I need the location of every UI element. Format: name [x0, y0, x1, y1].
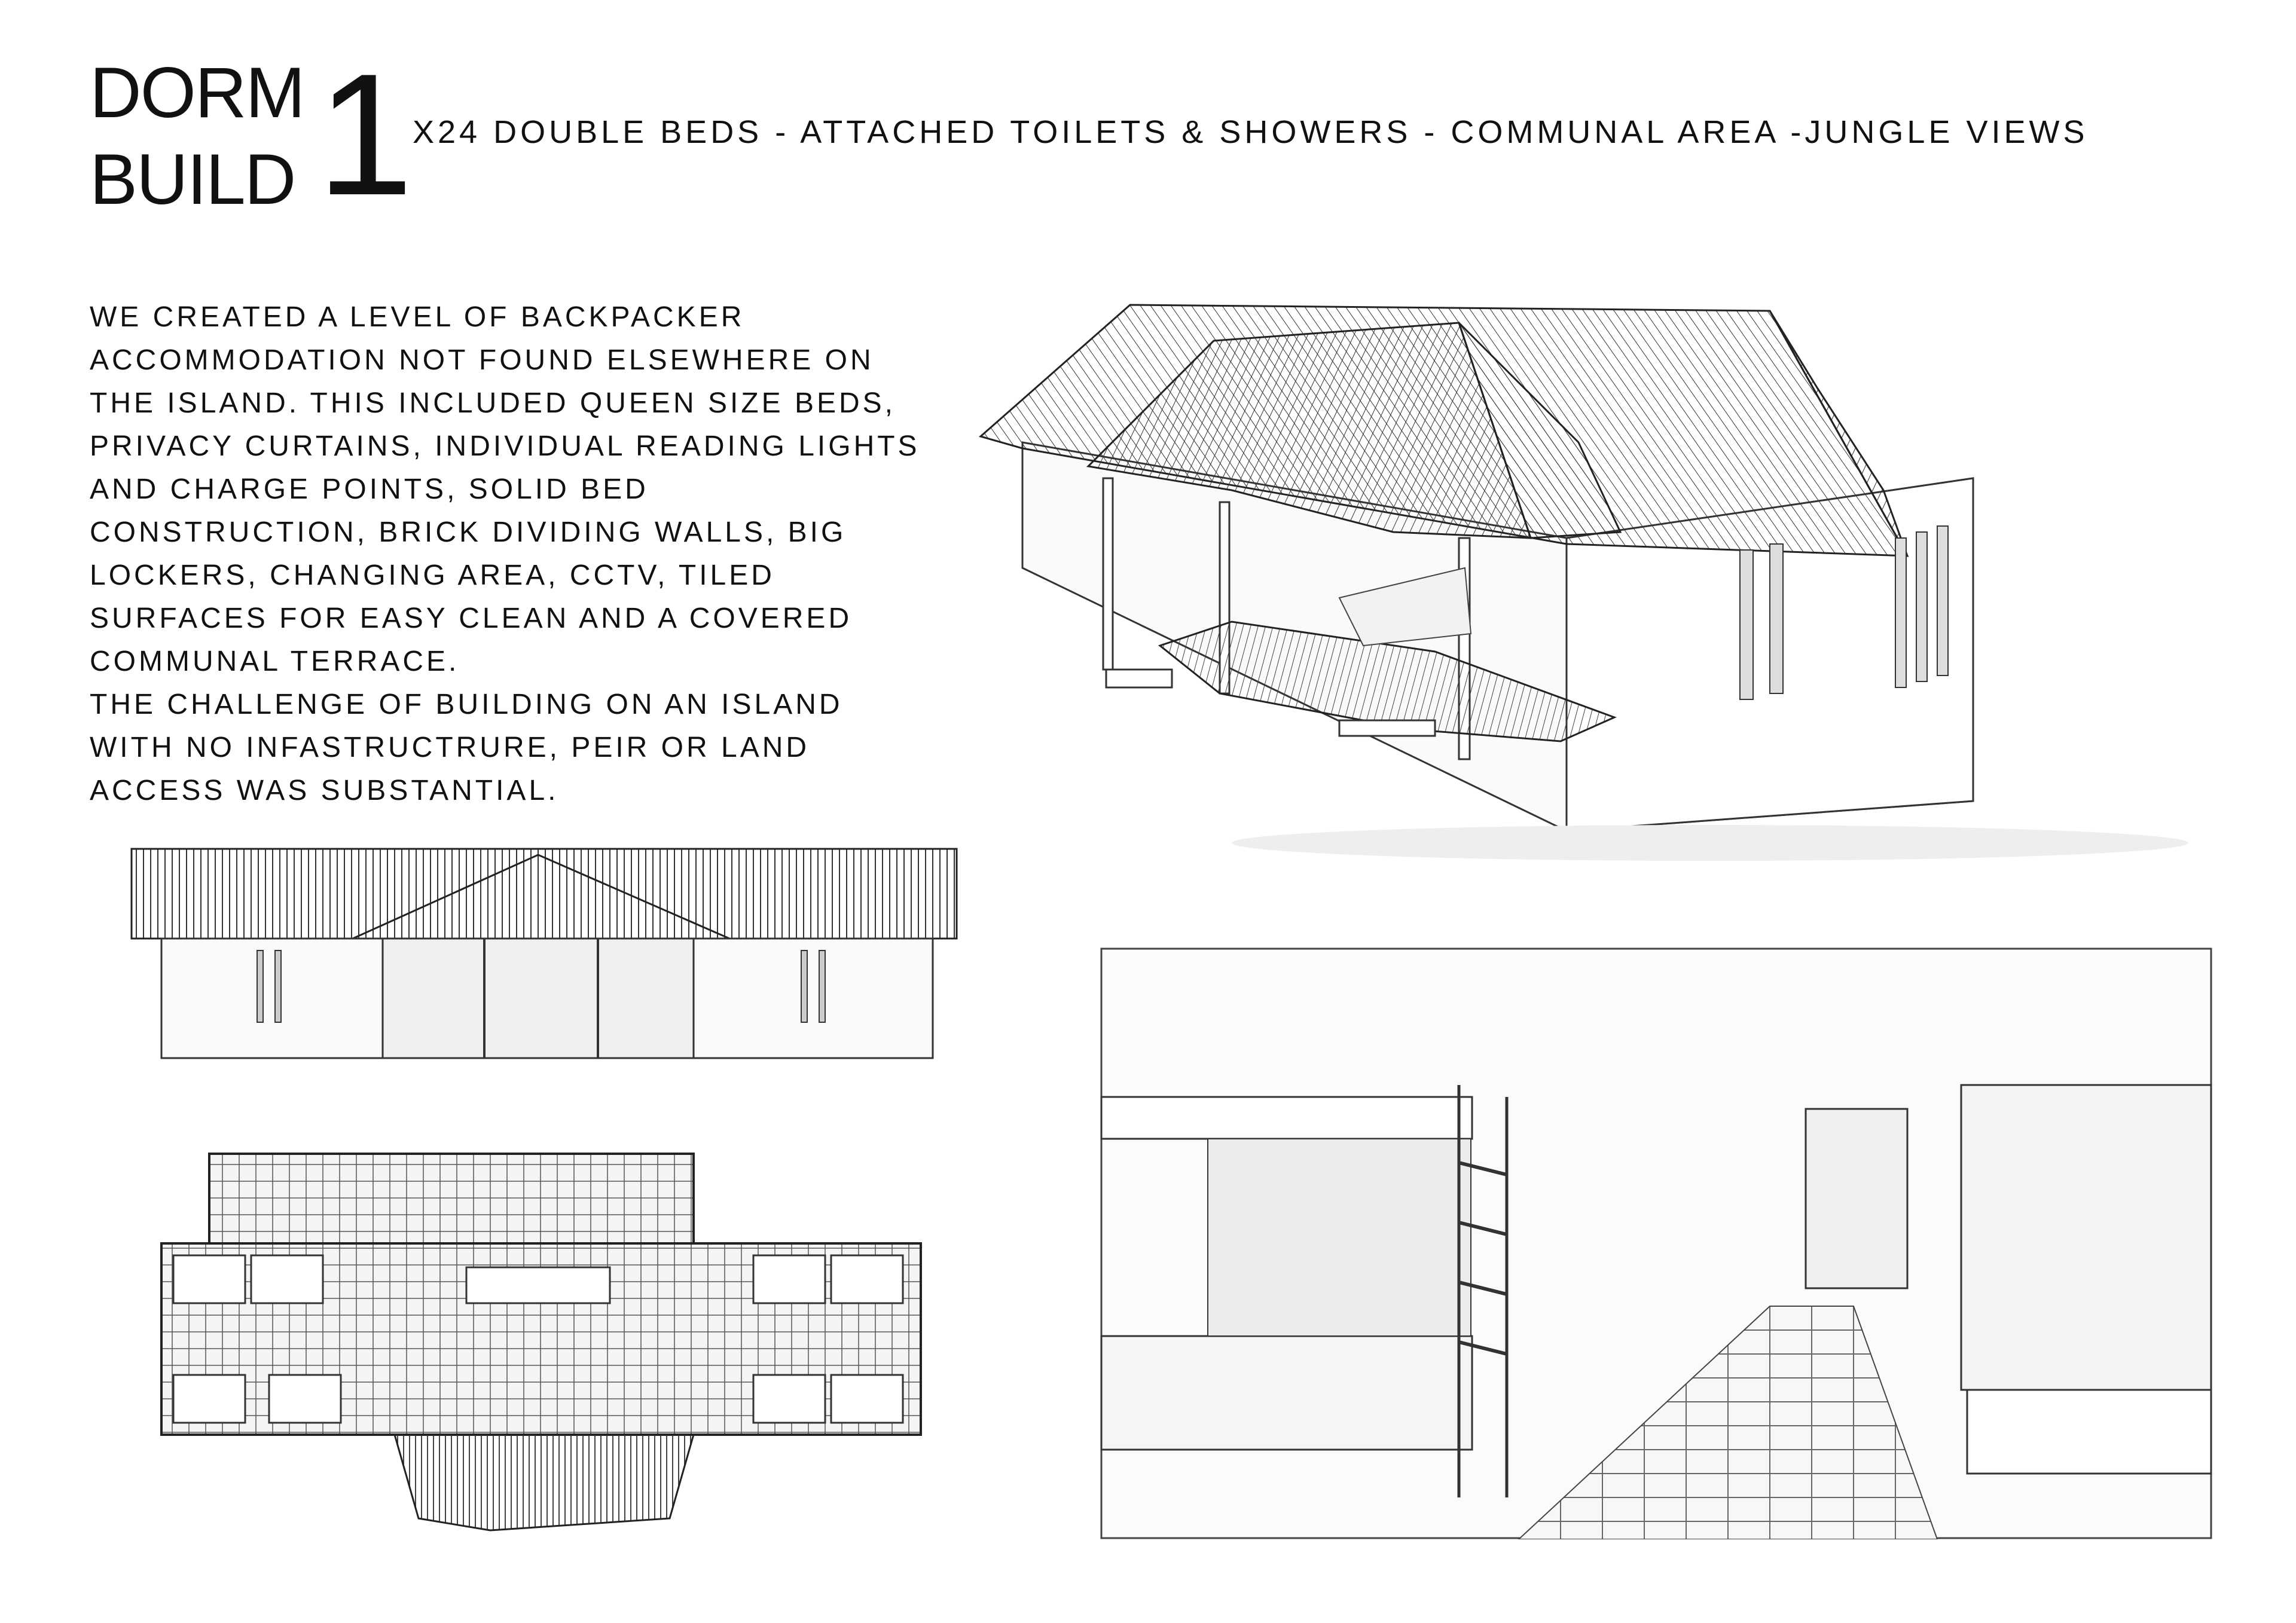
- interior-bunk-back: [1208, 1139, 1471, 1336]
- plan-terrace: [395, 1435, 694, 1530]
- elevation-porch-bay: [383, 939, 694, 1058]
- title-line-build: BUILD: [90, 139, 295, 219]
- slot-window: [1770, 544, 1783, 693]
- description-paragraph-2: THE CHALLENGE OF BUILDING ON AN ISLAND WITH NO INFASTRUCTRURE, PEIR OR LAND ACCESS WAS SUBSTANTIAL.: [90, 689, 843, 806]
- title-line-dorm: DORM: [90, 53, 304, 133]
- elevation-window: [819, 950, 825, 1022]
- perspective-view: [933, 287, 2272, 885]
- ground-shadow: [1232, 825, 2188, 861]
- elevation-window: [801, 950, 807, 1022]
- plan-bed: [831, 1255, 903, 1303]
- porch-post: [1103, 478, 1113, 670]
- plan-bathroom-block: [209, 1154, 694, 1255]
- elevation-window: [275, 950, 281, 1022]
- plan-bed: [173, 1375, 245, 1423]
- description-paragraph-1: WE CREATED A LEVEL OF BACKPACKER ACCOMMODATION NOT FOUND ELSEWHERE ON THE ISLAND. THIS INCLUDED QUEEN SIZE BEDS, PRIVACY CURTAINS, INDIVIDUAL READING LIGHTS AND CHARGE POINTS, SOLID BED CONSTRUCTION, BRICK DIVIDING WALLS, BIG LOCKERS, CHANGING AREA, CCTV, TILED SURFACES FOR EASY CLEAN AND A COVERED COMMUNAL TERRACE.: [90, 301, 920, 677]
- interior-doorway: [1806, 1109, 1907, 1288]
- tagline: X24 DOUBLE BEDS - ATTACHED TOILETS & SHOWERS - COMMUNAL AREA -JUNGLE VIEWS: [413, 114, 2089, 150]
- slot-window: [1740, 550, 1753, 699]
- elevation-window: [257, 950, 263, 1022]
- plan-bed: [269, 1375, 341, 1423]
- plan-bed: [173, 1255, 245, 1303]
- plan-bed: [753, 1255, 825, 1303]
- plan-bed: [251, 1255, 323, 1303]
- plan-bed: [831, 1375, 903, 1423]
- terrace-step: [1339, 720, 1435, 736]
- front-elevation: [126, 843, 963, 1070]
- interior-render: [1100, 947, 2212, 1539]
- slot-window: [1937, 526, 1948, 676]
- terrace-step: [1106, 670, 1172, 687]
- slot-window: [1895, 538, 1906, 687]
- interior-right-bed: [1967, 1390, 2211, 1474]
- description-text: [90, 296, 927, 812]
- plan-locker-unit: [466, 1267, 610, 1303]
- slot-window: [1916, 532, 1927, 681]
- interior-bunk-lower: [1101, 1336, 1472, 1450]
- title-number: 1: [317, 38, 414, 231]
- interior-bunk-upper: [1101, 1097, 1472, 1139]
- floor-plan: [155, 1148, 933, 1536]
- plan-bed: [753, 1375, 825, 1423]
- interior-right-bunk: [1961, 1085, 2211, 1390]
